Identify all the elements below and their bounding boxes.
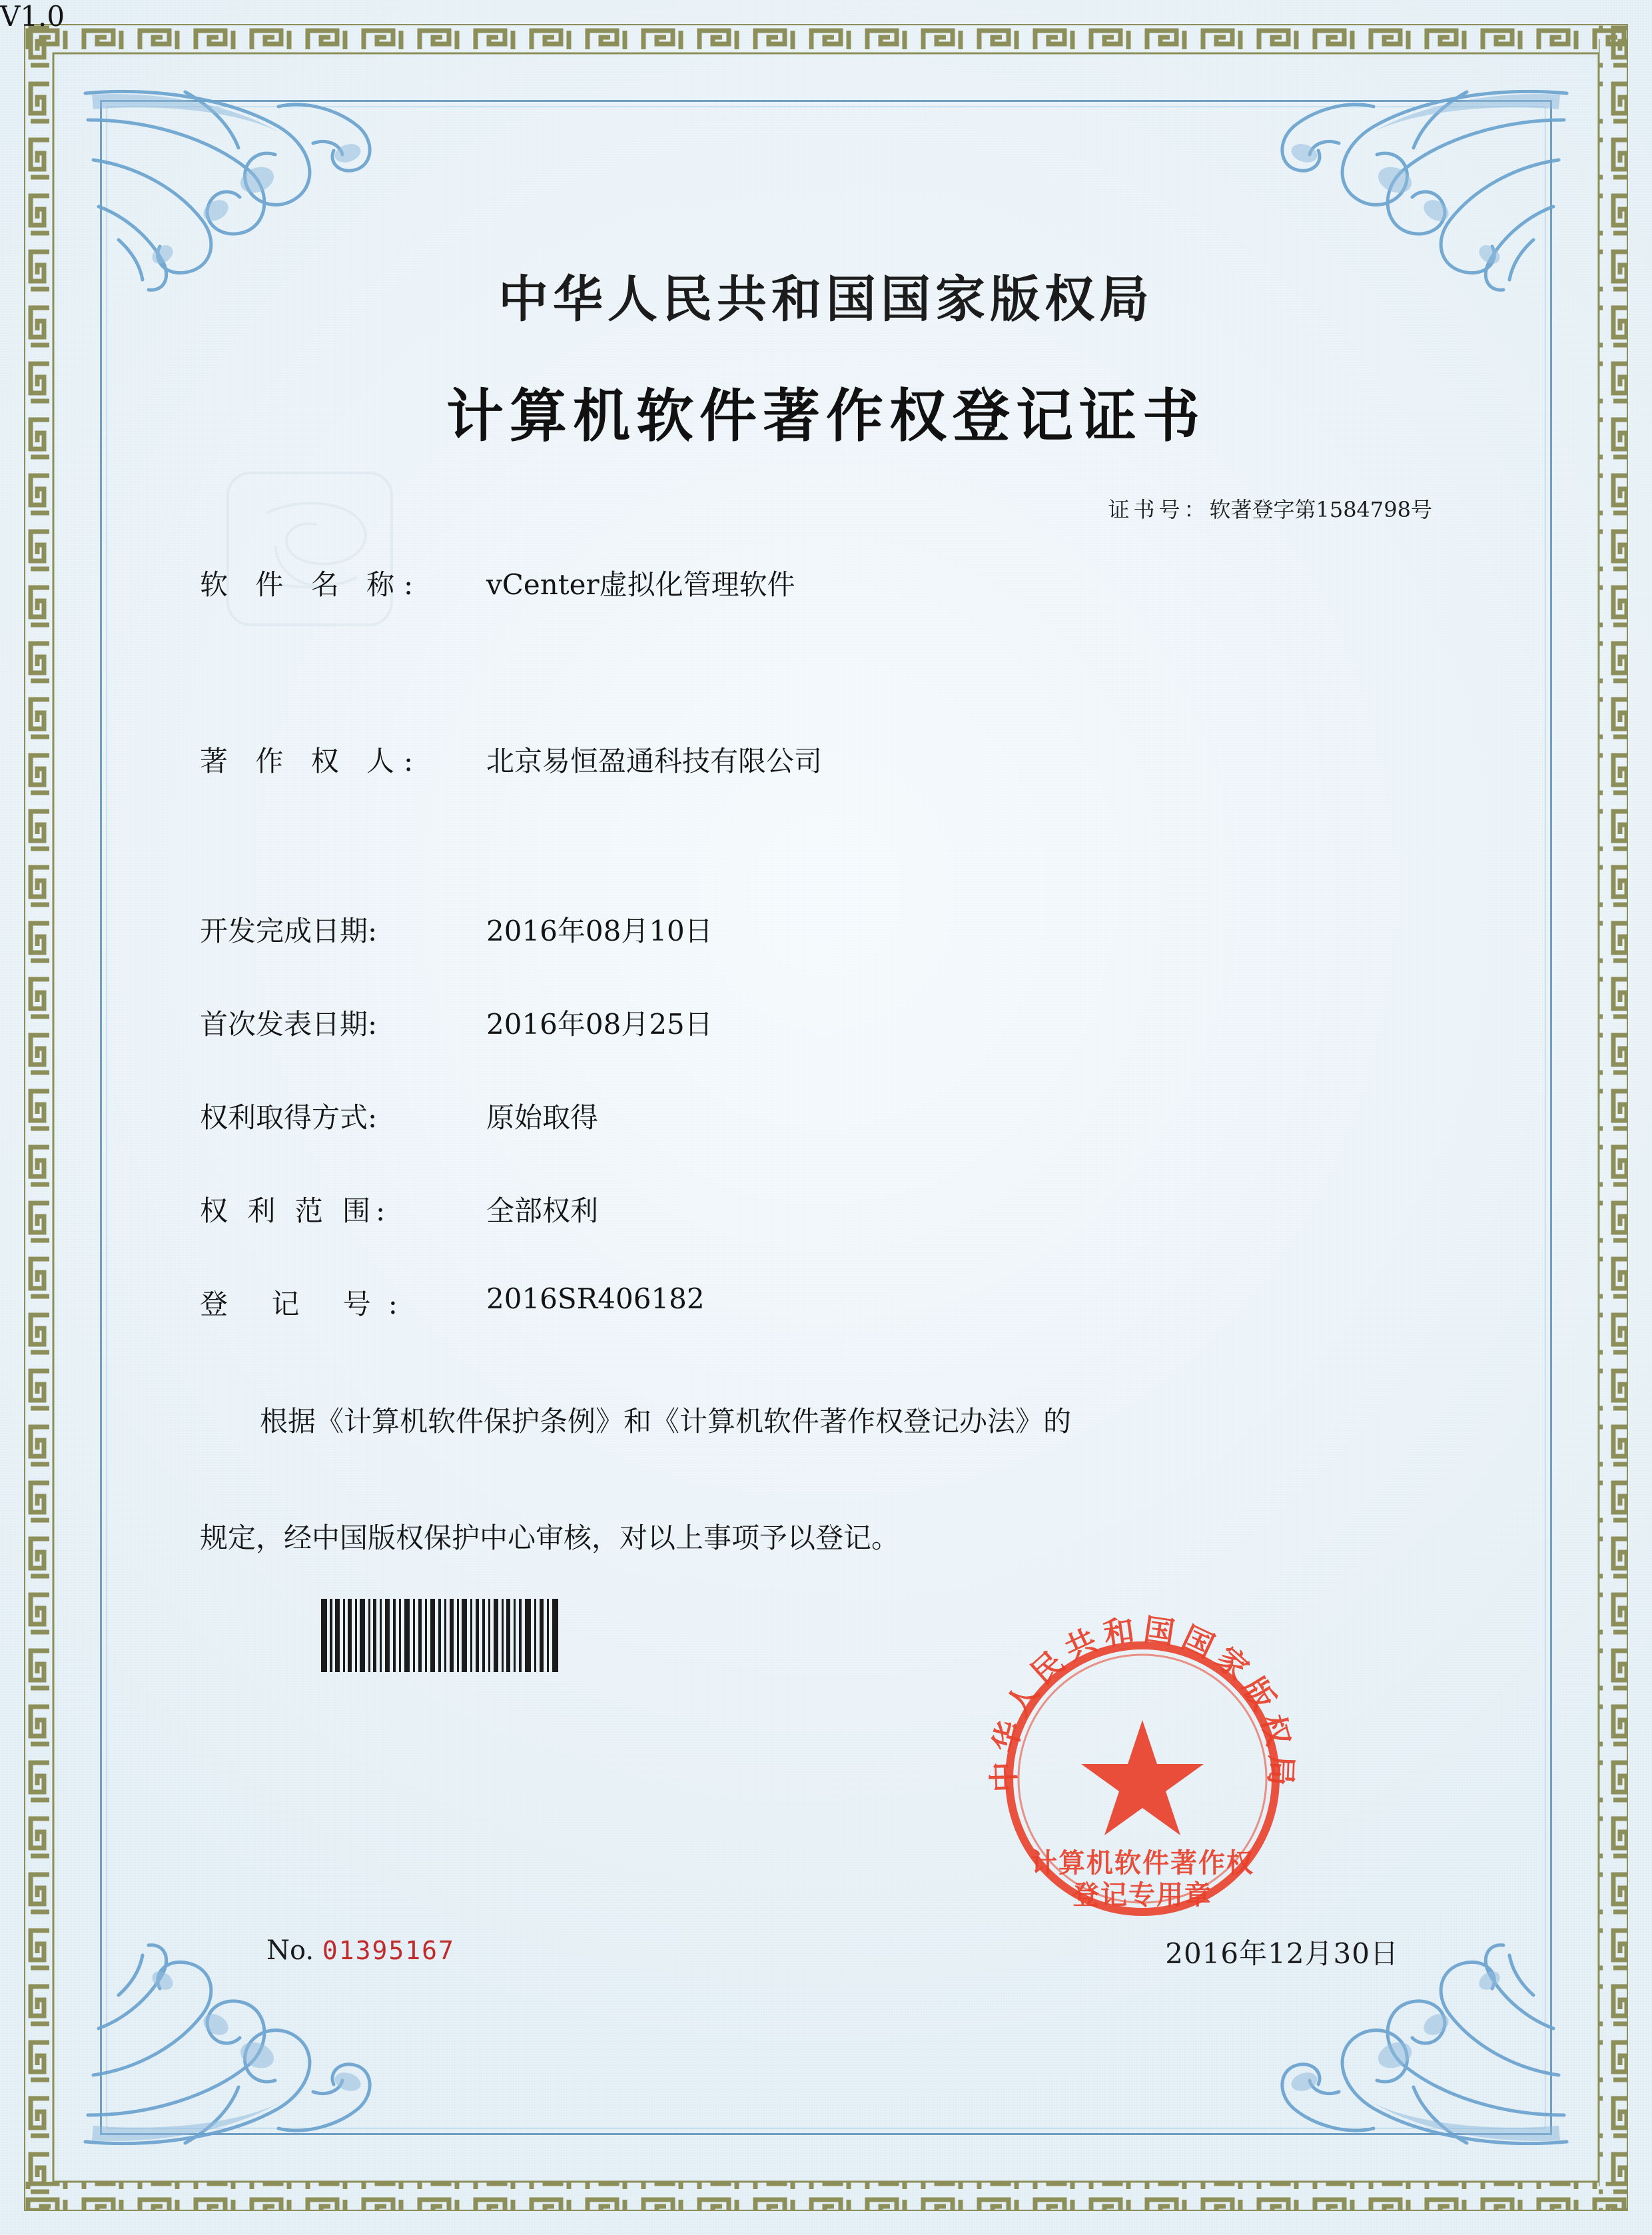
- registration-number-value: 2016SR406182: [486, 1282, 705, 1315]
- issuer-title: 中华人民共和国国家版权局: [498, 270, 1154, 328]
- serial-number-value: 01395167: [322, 1936, 455, 1965]
- barcode: [320, 1599, 566, 1672]
- certificate-title: 计算机软件著作权登记证书: [446, 382, 1206, 450]
- certificate-number-value: 软著登字第1584798号: [1209, 497, 1432, 522]
- svg-text:登记专用章: 登记专用章: [1072, 1879, 1212, 1911]
- serial-number: [266, 1935, 455, 1966]
- acquisition-method-value: 原始取得: [486, 1101, 599, 1134]
- issue-date: 2016年12月30日: [1165, 1937, 1399, 1970]
- statement-line-1: 根据《计算机软件保护条例》和《计算机软件著作权登记办法》的: [260, 1405, 1072, 1438]
- field-copyright-owner: [200, 739, 822, 779]
- rights-scope-value: 全部权利: [486, 1194, 599, 1227]
- development-date-value: 2016年08月10日: [486, 915, 713, 947]
- certificate-number-label: 证书号：: [1108, 497, 1210, 522]
- development-date-label: 开发完成日期:: [200, 915, 378, 947]
- field-publication-date: [200, 1003, 713, 1043]
- serial-number-label: No.: [266, 1935, 314, 1966]
- certificate-number: [1108, 493, 1432, 524]
- rights-scope-label: 权 利 范 围:: [200, 1194, 391, 1227]
- official-seal: [969, 1605, 1316, 1952]
- field-acquisition-method: [200, 1096, 598, 1136]
- software-name-value: vCenter虚拟化管理软件: [486, 568, 795, 601]
- field-software-name: [200, 563, 795, 603]
- field-rights-scope: [200, 1189, 598, 1229]
- copyright-owner-label: 著 作 权 人:: [200, 745, 423, 777]
- acquisition-method-label: 权利取得方式:: [200, 1101, 378, 1134]
- field-registration-number: [200, 1282, 705, 1322]
- publication-date-value: 2016年08月25日: [486, 1008, 713, 1041]
- software-name-label: 软 件 名 称:: [200, 568, 423, 601]
- registration-number-label: 登 记 号:: [200, 1288, 415, 1320]
- svg-text:中华人民共和国国家版权局: 中华人民共和国国家版权局: [985, 1611, 1300, 1793]
- field-development-date: [200, 909, 713, 949]
- copyright-owner-value: 北京易恒盈通科技有限公司: [486, 745, 823, 777]
- publication-date-label: 首次发表日期:: [200, 1008, 378, 1041]
- software-version-value: V1.0: [0, 0, 65, 33]
- svg-text:计算机软件著作权: 计算机软件著作权: [1031, 1847, 1254, 1879]
- statement-line-2: 规定，经中国版权保护中心审核，对以上事项予以登记。: [200, 1522, 900, 1554]
